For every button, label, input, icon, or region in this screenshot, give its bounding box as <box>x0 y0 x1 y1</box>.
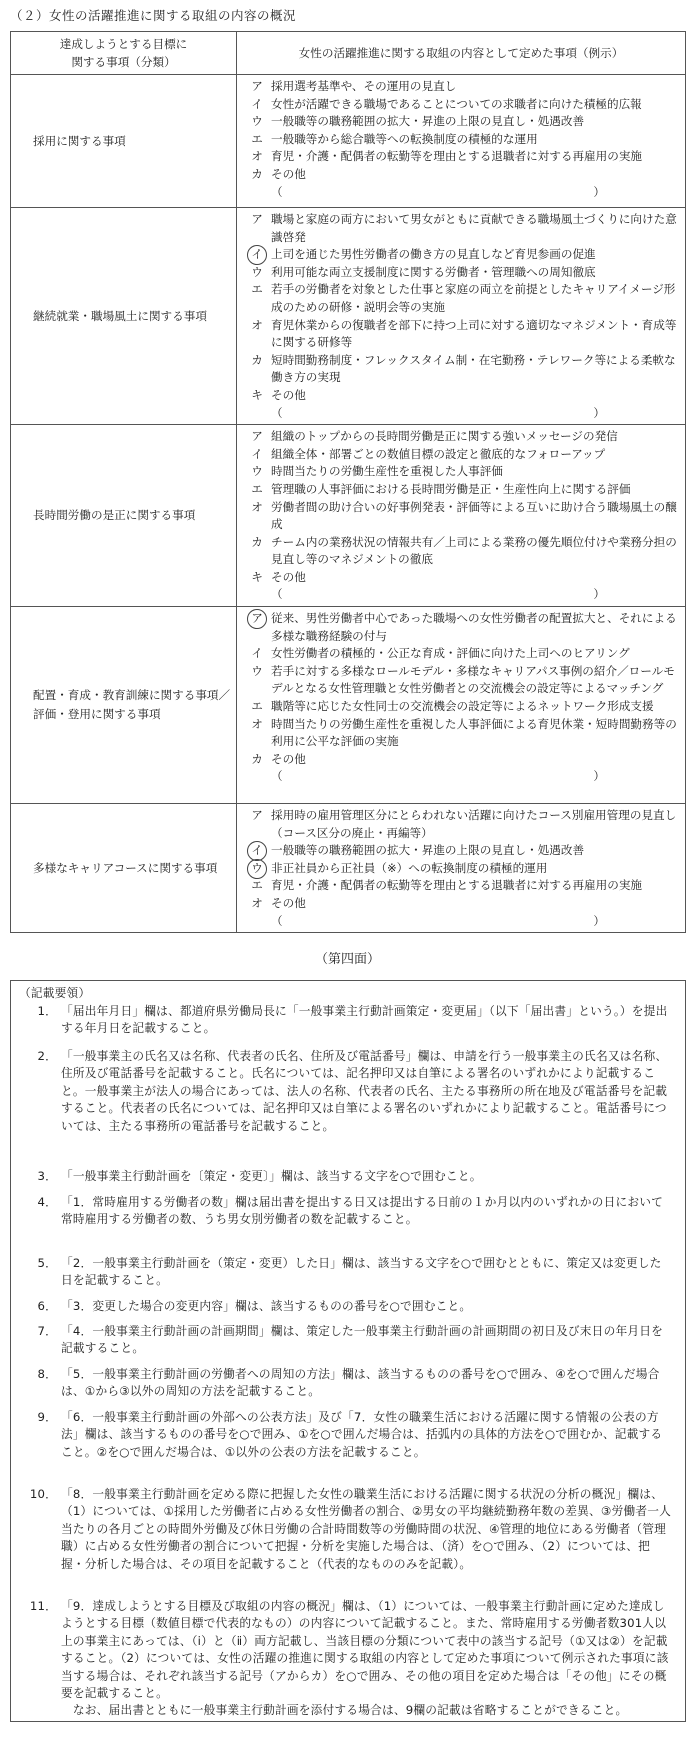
note-item <box>11 1323 681 1358</box>
note-number: 10． <box>29 1487 57 1501</box>
note-text: 「8．一般事業主行動計画を定める際に把握した女性の職業生活における活躍に関する状況の分析の概況」欄は、（1）については、①採用した労働者に占める女性労働者の割合、②男女の平均継続勤務年数の差異、③労働者一人当たりの各月ごとの時間外労働及び休日労働の合計時間数等の労働時間の状況、④管理的地位にある労働者（管理職）に占める女性労働者の割合について把握・分析を実施した場合は、（済）を○で囲み、（2）については、把握・分析した場合は、その項目を記載すること（代表的なもののみを記載）。 <box>61 1487 672 1571</box>
list-item <box>243 387 685 405</box>
items-cell <box>237 804 686 933</box>
list-item <box>243 698 685 716</box>
item-letter: オ <box>251 149 263 164</box>
item-text: 短時間勤務制度・フレックスタイム制・在宅勤務・テレワーク等による柔軟な働き方の実現 <box>271 352 676 385</box>
item-text: 労働者間の助け合いの好事例発表・評価等による互いに助け合う職場風土の醸成 <box>271 499 677 532</box>
item-letter: エ <box>251 699 263 714</box>
item-letter: ウ <box>251 264 263 279</box>
list-item <box>243 113 685 131</box>
item-letter: イ <box>251 96 263 111</box>
list-item <box>243 428 685 446</box>
other-details-blank <box>243 913 685 931</box>
list-item <box>243 463 685 481</box>
item-letter: オ <box>251 317 263 332</box>
note-item <box>11 1168 681 1185</box>
note-text: 「1．常時雇用する労働者の数」欄は届出書を提出する日又は提出する日前の１か月以内のいずれかの日において常時雇用する労働者の数、うち男女別労働者の数を記載すること。 <box>61 1195 664 1227</box>
item-letter: エ <box>251 878 263 893</box>
item-letter: オ <box>251 499 263 514</box>
other-details-blank <box>243 586 685 604</box>
item-text: その他 <box>271 166 306 181</box>
item-text: 従来、男性労働者中心であった職場への女性労働者の配置拡大と、それによる多様な職務経験の付与 <box>271 611 677 643</box>
item-letter: キ <box>251 569 263 584</box>
note-text: 「3．変更した場合の変更内容」欄は、該当するものの番号を○で囲むこと。 <box>61 1299 472 1313</box>
note-number: 8． <box>37 1367 57 1381</box>
list-item <box>243 131 685 149</box>
item-letter: イ <box>251 446 263 461</box>
item-text: 一般職等の職務範囲の拡大・昇進の上限の見直し・処遇改善 <box>271 114 585 129</box>
item-letter: エ <box>251 481 263 496</box>
item-letter: キ <box>251 387 263 402</box>
paren-close: ） <box>593 405 605 420</box>
note-text: 「4．一般事業主行動計画の計画期間」欄は、策定した一般事業主行動計画の計画期間の初日及び末日の年月日を記載すること。 <box>61 1324 664 1356</box>
items-cell <box>237 607 686 804</box>
paren-open: （ <box>271 913 283 928</box>
note-text: 「届出年月日」欄は、都道府県労働局長に「一般事業主行動計画策定・変更届」（以下「届出書」という。）を提出する年月日を記載すること。 <box>61 1004 668 1036</box>
paren-open: （ <box>271 184 283 199</box>
list-item <box>243 352 685 387</box>
list-item <box>243 166 685 184</box>
list-item <box>243 534 685 569</box>
item-letter: ウ <box>251 663 263 678</box>
paren-open: （ <box>271 587 283 602</box>
category-cell: 採用に関する事項 <box>11 75 237 208</box>
list-item <box>243 317 685 352</box>
note-item <box>11 1003 681 1038</box>
notes-box <box>10 980 686 1722</box>
list-item <box>243 569 685 587</box>
note-number: 2． <box>37 1049 57 1063</box>
item-text: 育児休業からの復職者を部下に持つ上司に対する適切なマネジメント・育成等に関する研修等 <box>271 317 677 350</box>
list-item <box>243 211 685 246</box>
list-item <box>243 96 685 114</box>
list-item <box>243 481 685 499</box>
item-text: 一般職等から総合職等への転換制度の積極的な運用 <box>271 131 538 146</box>
note-number: 11． <box>29 1599 57 1613</box>
circled-item-letter: イ <box>243 246 271 264</box>
list-item <box>243 446 685 464</box>
list-item <box>243 264 685 282</box>
item-text: 利用可能な両立支援制度に関する労働者・管理職への周知徹底 <box>271 264 596 279</box>
note-number: 6． <box>37 1299 57 1313</box>
item-text: 育児・介護・配偶者の転勤等を理由とする退職者に対する再雇用の実施 <box>271 149 643 164</box>
list-item <box>243 895 685 913</box>
note-item <box>11 1366 681 1401</box>
list-item <box>243 281 685 316</box>
note-text: 「6．一般事業主行動計画の外部への公表方法」及び「7．女性の職業生活における活躍に関する情報の公表の方法」欄は、該当するものの番号を○で囲み、①を○で囲んだ場合は、括弧内の具体的方法を○で囲むか、記載すること。②を○で囲んだ場合は、①以外の公表の方法を記載すること。 <box>61 1410 663 1459</box>
note-item <box>11 1486 681 1573</box>
item-text: 若手に対する多様なロールモデル・多様なキャリアパス事例の紹介／ロールモデルとなる女性管理職と女性労働者との交流機会の設定等によるマッチング <box>271 663 675 696</box>
note-text: 「一般事業主の氏名又は名称、代表者の氏名、住所及び電話番号」欄は、申請を行う一般事業主の氏名又は名称、住所及び電話番号を記載すること。氏名については、記名押印又は自筆による署名のいずれかにより記載すること。一般事業主が法人の場合にあっては、法人の名称、代表者の氏名、主たる事務所の所在地及び電話番号を記載すること。代表者の氏名については、記名押印又は自筆による署名のいずれかにより記載すること。電話番号については、主たる事務所の電話番号を記載すること。 <box>61 1049 668 1133</box>
note-item <box>11 1409 681 1461</box>
note-number: 7． <box>37 1324 57 1338</box>
list-item <box>243 645 685 663</box>
list-item <box>243 842 685 860</box>
circled-item-letter: ア <box>243 610 271 645</box>
note-number: 4． <box>37 1195 57 1209</box>
section-title: （２）女性の活躍推進に関する取組の内容の概況 <box>10 8 297 23</box>
item-text: 職階等に応じた女性同士の交流機会の設定等によるネットワーク形成支援 <box>271 699 654 714</box>
category-cell: 多様なキャリアコースに関する事項 <box>11 804 237 933</box>
note-number: 9． <box>37 1410 57 1424</box>
header-initiative-items: 女性の活躍推進に関する取組の内容として定めた事項（例示） <box>237 32 686 75</box>
paren-open: （ <box>271 405 283 420</box>
header-goal-category: 達成しようとする目標に 関する事項（分類） <box>11 32 237 75</box>
item-letter: エ <box>251 131 263 146</box>
list-item <box>243 148 685 166</box>
table-row <box>11 804 686 933</box>
initiatives-table <box>10 31 686 933</box>
category-cell: 継続就業・職場風土に関する事項 <box>11 208 237 425</box>
items-cell <box>237 425 686 607</box>
note-text: 「9．達成しようとする目標及び取組の内容の概況」欄は、（1）については、一般事業主行動計画に定めた達成しようとする目標（数値目標で代表的なもの）の内容について記載すること。また、常時雇用する労働者数301人以上の事業主にあっては、（ⅰ）と（ⅱ）両方記載し、当該目標の分類について表中の該当する記号（①又は②）を記載すること。（2）については、女性の活躍の推進に関する取組の内容として定めた事項について例示された事項に該当する場合は、それぞれ該当する記号（アからカ）を○で囲み、その他の項目を定めた場合は「その他」にその概要を記載すること。 なお、届出書とともに一般事業主行動計画を添付する場合は、9欄の記載は省略することができること。 <box>61 1599 669 1718</box>
list-item <box>243 246 685 264</box>
item-letter: ウ <box>251 114 263 129</box>
items-cell <box>237 208 686 425</box>
list-item <box>243 877 685 895</box>
item-text: 上司を通じた男性労働者の働き方の見直しなど育児参画の促進 <box>271 247 596 262</box>
item-text: 職場と家庭の両方において男女がともに貢献できる職場風土づくりに向けた意識啓発 <box>271 212 677 244</box>
list-item <box>243 499 685 534</box>
table-row <box>11 425 686 607</box>
note-number: 1． <box>37 1004 57 1018</box>
category-cell: 配置・育成・教育訓練に関する事項／評価・登用に関する事項 <box>11 607 237 804</box>
paren-close: ） <box>593 913 605 928</box>
item-letter: ア <box>251 212 263 226</box>
page-label: （第四面） <box>314 952 380 967</box>
list-item <box>243 716 685 751</box>
table-header-row <box>11 32 686 75</box>
item-text: その他 <box>271 387 306 402</box>
item-text: 一般職等の職務範囲の拡大・昇進の上限の見直し・処遇改善 <box>271 843 585 858</box>
list-item <box>243 663 685 698</box>
other-details-blank <box>243 184 685 202</box>
item-text: 女性が活躍できる職場であることについての求職者に向けた積極的広報 <box>271 96 642 111</box>
note-number: 3． <box>37 1169 57 1183</box>
item-text: チーム内の業務状況の情報共有／上司による業務の優先順位付けや業務分担の見直し等のマネジメントの徹底 <box>271 534 677 567</box>
item-text: 採用選考基準や、その運用の見直し <box>271 79 457 93</box>
item-letter: カ <box>251 166 263 181</box>
item-letter: カ <box>251 352 263 367</box>
paren-open: （ <box>271 769 283 784</box>
circled-item-letter: ウ <box>243 860 271 878</box>
other-details-blank <box>243 405 685 423</box>
list-item <box>243 610 685 645</box>
item-letter: ウ <box>251 464 263 479</box>
note-item <box>11 1255 681 1290</box>
list-item <box>243 78 685 96</box>
item-text: 管理職の人事評価における長時間労働是正・生産性向上に関する評価 <box>271 481 631 496</box>
note-item <box>11 1048 681 1135</box>
item-text: 組織のトップからの長時間労働是正に関する強いメッセージの発信 <box>271 429 618 444</box>
note-text: 「5．一般事業主行動計画の労働者への周知の方法」欄は、該当するものの番号を○で囲み、④を○で囲んだ場合は、①から③以外の周知の方法を記載すること。 <box>61 1367 660 1399</box>
circled-item-letter: イ <box>243 842 271 860</box>
items-cell <box>237 75 686 208</box>
item-letter: オ <box>251 716 263 731</box>
paren-close: ） <box>593 184 605 199</box>
item-letter: カ <box>251 751 263 766</box>
item-letter: イ <box>251 646 263 661</box>
item-text: 若手の労働者を対象とした仕事と家庭の両立を前提としたキャリアイメージ形成のための研修・説明会等の実施 <box>271 282 676 314</box>
paren-close: ） <box>593 587 605 602</box>
item-text: 育児・介護・配偶者の転勤等を理由とする退職者に対する再雇用の実施 <box>271 878 643 893</box>
item-text: その他 <box>271 751 306 766</box>
item-text: 時間当たりの労働生産性を重視した人事評価による育児休業・短時間勤務等の利用に公平な評価の実施 <box>271 716 677 749</box>
item-text: 時間当たりの労働生産性を重視した人事評価 <box>271 464 503 479</box>
item-text: 組織全体・部署ごとの数値目標の設定と徹底的なフォローアップ <box>271 446 606 461</box>
item-letter: ア <box>251 79 263 93</box>
item-letter: ア <box>251 808 263 823</box>
item-letter: オ <box>251 896 263 911</box>
note-item <box>11 1598 681 1720</box>
note-text: 「2．一般事業主行動計画を（策定・変更）した日」欄は、該当する文字を○で囲むとともに、策定又は変更した日を記載すること。 <box>61 1256 662 1288</box>
category-cell: 長時間労働の是正に関する事項 <box>11 425 237 607</box>
item-text: その他 <box>271 896 306 911</box>
paren-close: ） <box>593 769 605 784</box>
notes-title: （記載要領） <box>19 986 91 1000</box>
item-letter: カ <box>251 534 263 549</box>
table-row <box>11 208 686 425</box>
table-row <box>11 607 686 804</box>
table-row <box>11 75 686 208</box>
item-letter: エ <box>251 282 263 297</box>
item-text: 非正社員から正社員（※）への転換制度の積極的運用 <box>271 860 548 875</box>
item-text: その他 <box>271 569 306 584</box>
list-item <box>243 807 685 842</box>
list-item <box>243 751 685 769</box>
note-number: 5． <box>37 1256 57 1270</box>
item-text: 女性労働者の積極的・公正な育成・評価に向けた上司へのヒアリング <box>271 646 630 661</box>
note-item <box>11 1194 681 1229</box>
list-item <box>243 860 685 878</box>
other-details-blank <box>243 768 685 786</box>
item-letter: ア <box>251 429 263 444</box>
item-text: 採用時の雇用管理区分にとらわれない活躍に向けたコース別雇用管理の見直し（コース区分の廃止・再編等） <box>271 808 677 840</box>
note-text: 「一般事業主行動計画を〔策定・変更〕」欄は、該当する文字を○で囲むこと。 <box>61 1169 482 1183</box>
note-item <box>11 1298 681 1315</box>
